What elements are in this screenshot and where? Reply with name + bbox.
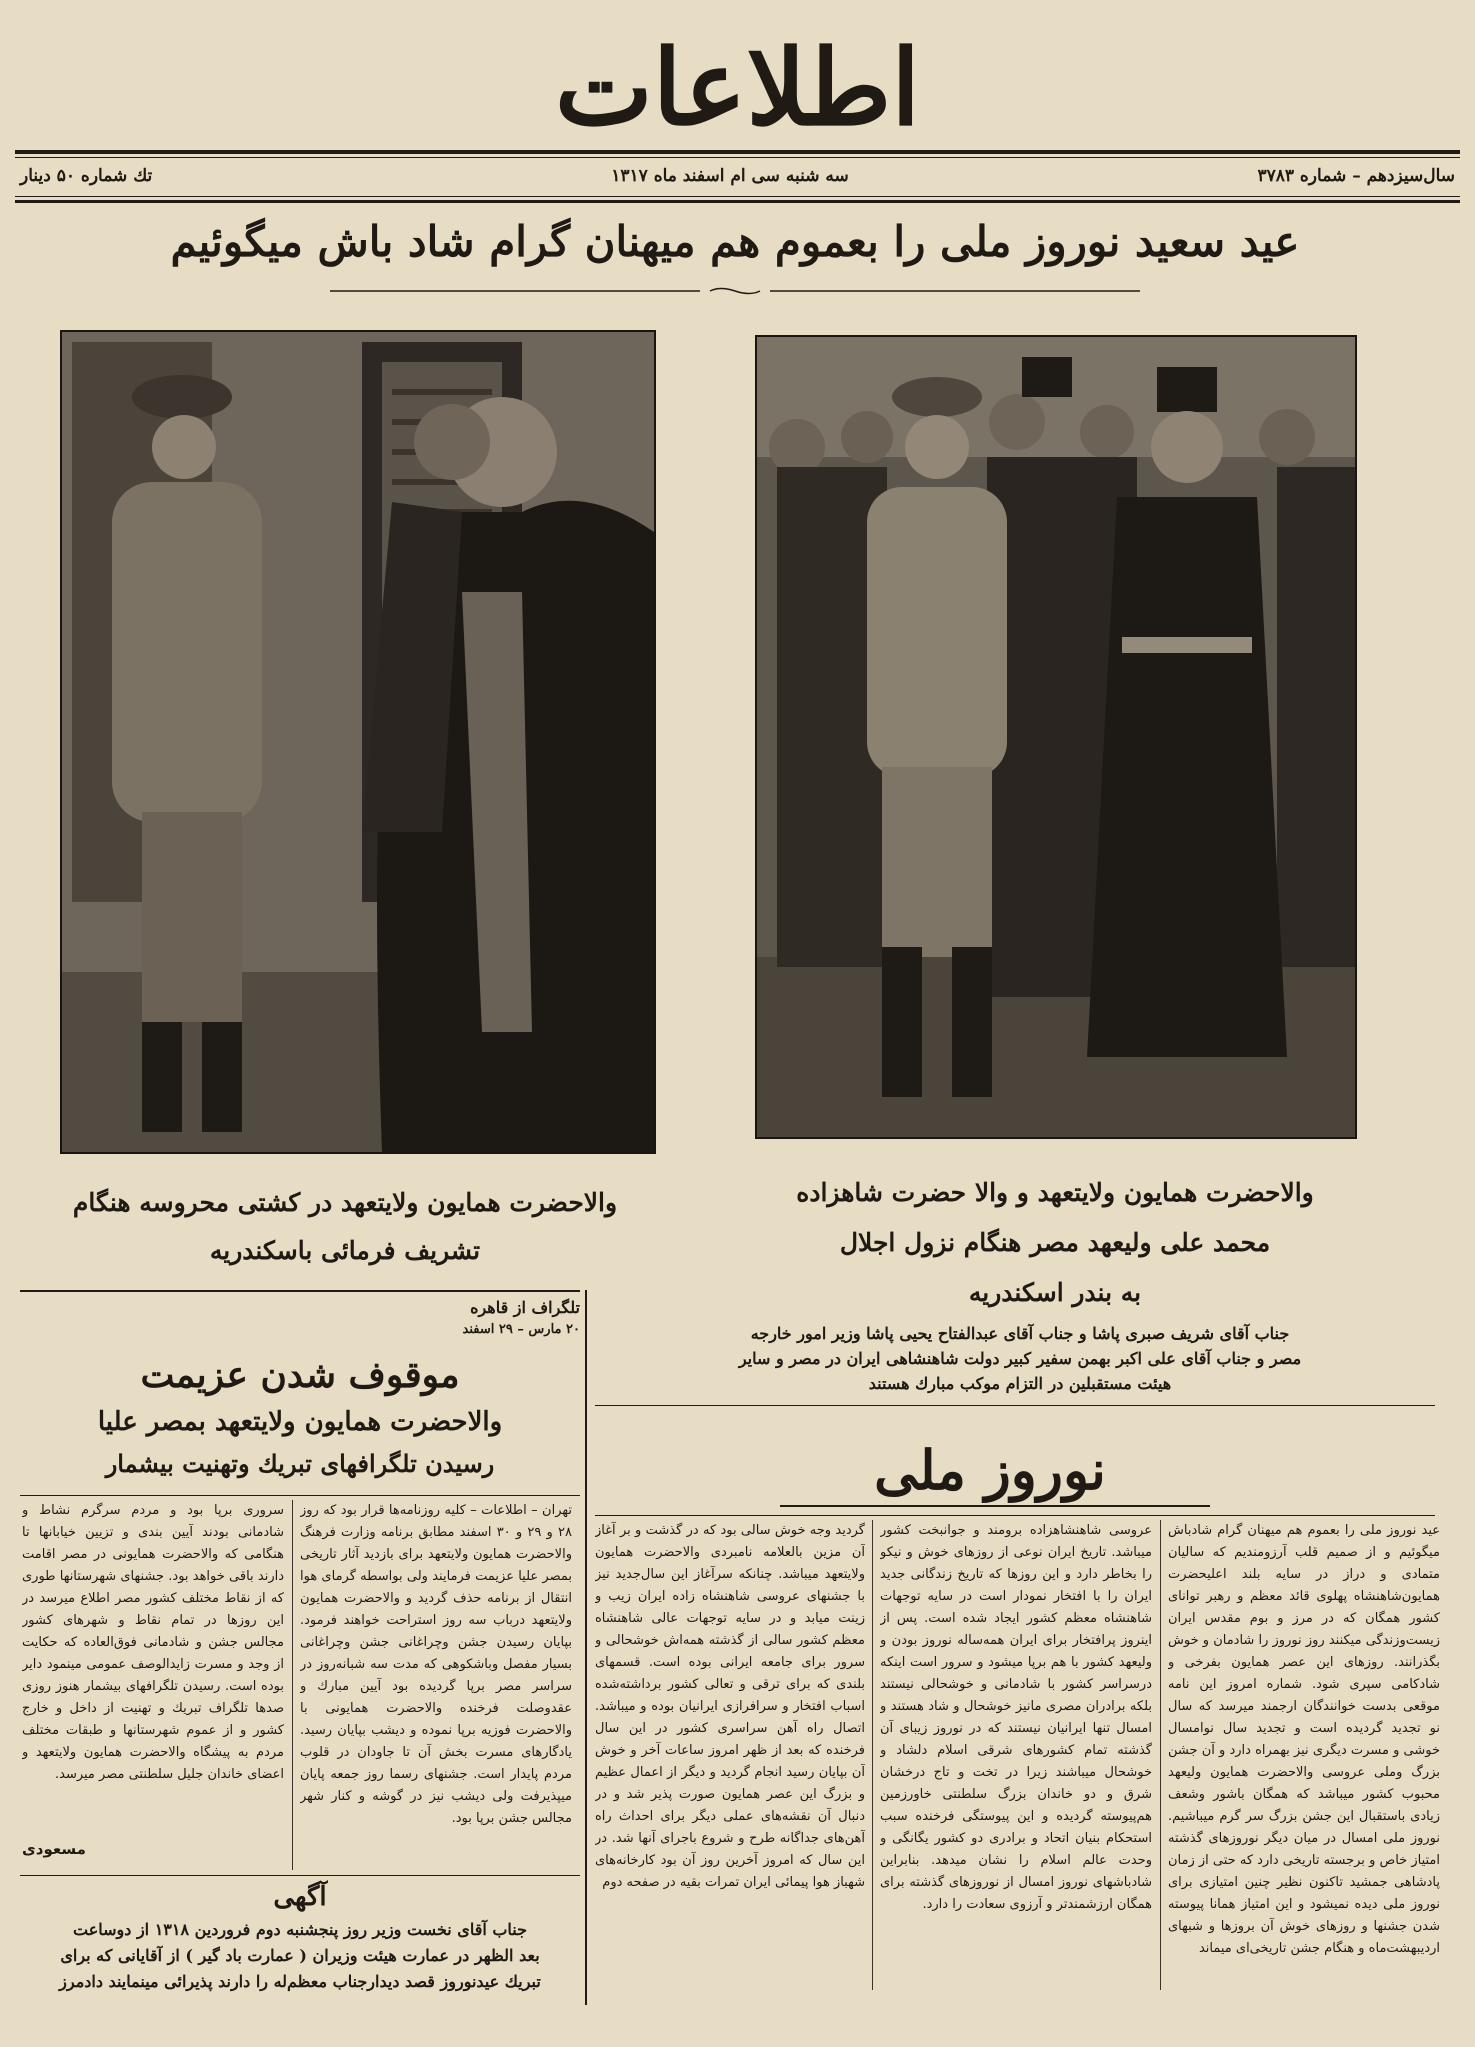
masthead-rule-thin: [15, 157, 1460, 158]
dateline-rule-thin: [15, 196, 1460, 197]
telegram-label: تلگراف از قاهره: [470, 1298, 580, 1317]
right-photo-caption-line-3: به بندر اسکندریه: [968, 1278, 1142, 1307]
telegram-subtitle-2: رسیدن تلگرافهای تبریك وتهنیت بیشمار: [105, 1449, 495, 1478]
notice-line-2: بعد الظهر در عمارت هیئت وزیران ( عمارت باد گیر ) از آقایانی که برای: [60, 1946, 540, 1965]
notice-line-1: جناب آقای نخست وزیر روز پنجشنبه دوم فروردین ۱۳۱۸ از دوساعت: [72, 1920, 528, 1939]
lower-left-rule-top: [20, 1290, 580, 1292]
issue-number: سال‌سیزدهم – شماره ۳۷۸۳: [1257, 166, 1455, 186]
right-photo-subcaption-line-3: هیئت مستقبلین در التزام موکب مبارك هستند: [868, 1374, 1172, 1393]
nowruz-title: نوروز ملی: [874, 1438, 1106, 1502]
headline-ornament: [330, 286, 1140, 296]
right-photo: [755, 335, 1357, 1139]
notice-line-3: تبریك عیدنوروز قصد دیدارجناب معظم‌له را دارند پذیرائی مینمایند دادمرز: [59, 1972, 541, 1991]
section-vertical-rule: [585, 1290, 587, 2005]
column-4: تهران – اطلاعات – کلیه روزنامه‌ها قرار بود که روز ۲۸ و ۲۹ و ۳۰ اسفند مطابق برنامه وزارت فرهنگ والاحضرت همایون ولایتعهد برای بازدید آثار تاریخی بمصر علیا عزیمت فرمایند ولی بواسطه گرمای هوا انتقال از برنامه حذف گردید و والاحضرت همایون ولایتعهد درباب سه روز استراحت خواهند فرمود. بپایان رسیدن جشن وچراغانی جشن وچراغانی بسیار مفصل وباشکوهی که مدت سه شبانه‌روز در سراسر مصر برپا گردیده بود آیین مبارك و عقدوصلت فرخنده والاحضرت همایونی با والاحضرت فوزیه برپا نموده و دیشب بپایان رسید. یادگارهای مسرت بخش آن تا جاودان در قلوب مردم پایدار است. جشنهای رسما روز جمعه پایان میپذیرفت ولی دیشب نیز در گوشه و کنار شهر مجالس جشن برپا بود.: [300, 1503, 572, 1826]
signature: مسعودی: [22, 1840, 86, 1858]
column-rule-1-2: [1160, 1520, 1161, 1990]
right-photo-subcaption-line-1: جناب آقای شریف صبری پاشا و جناب آقای عبدالفتاح یحیی پاشا وزیر امور خارجه: [750, 1324, 1290, 1343]
masthead-title: اطلاعات: [554, 26, 921, 149]
column-2: عروسی شاهنشاهزاده برومند و جوانبخت کشور میباشد. تاریخ ایران نوعی از روزهای خوش و نیکو را بخاطر دارد و این روزها که تاریخ زندگانی جدید ایران را با افتخار نمودار است در سایه توجهات شاهنشاه معظم کشور ایجاد شده است. پس از اینروز پرافتخار برای ایران همه‌ساله نوروز بودن و ولیعهد کشور با هم برپا میشود و سرور است اینکه درسراسر کشور با شادمانی و خوشحالی نیستند بلکه برادران مصری مانیز خوشحال و شاد هستند و امسال تنها ایرانیان نیستند که در نوروز زیبای آن گذشته تمام کشورهای شرقی اسلام دلشاد و خوشحال میباشند زیرا در تخت و تاج درخشان شرق و دو خاندان بزرگ سلطنتی خاورزمین هم‌پیوسته گردیده و این پیوستگی فرخنده سبب استحکام بنیان اتحاد و برادری دو کشور یگانگی و وحدت عالم اسلام را نشان میدهد. بنابراین شادباشهای نوروز امسال از نوروزهای گذشته برای همگان ارزشمندتر و آرزوی سعادت را دارد.: [880, 1523, 1152, 1912]
right-photo-subcaption-line-2: مصر و جناب آقای علی اکبر بهمن سفیر کبیر دولت شاهنشاهی ایران در مصر و سایر: [738, 1349, 1302, 1368]
left-photo: [60, 330, 656, 1154]
telegram-date: ۲۰ مارس – ۲۹ اسفند: [462, 1322, 580, 1337]
column-1: عید نوروز ملی را بعموم هم میهنان گرام شادباش میگوئیم و از صمیم قلب آرزومندیم که سالیان متمادی و دراز در سایه بلند اعلیحضرت همایون‌شاهنشاه پهلوی قائد معظم و رهبر توانای کشور همگان که در مرز و بوم مقدس ایران زیست‌وزندگی میکنند روز نوروز را شادمان و خوش بگذرانند. روزهای این عصر همایون بفرخی و شادکامی سپری شود. شماره امروز این نامه موقعی بدست خوانندگان ارجمند میرسد که سال نو تجدید گردیده است و تجدید سال نوامسال خوشی و مسرت دیگری نیز بهمراه دارد و آن جشن بزرگ وملی عروسی والاحضرت همایون ولیعهد محبوب کشور میباشد که همگان باشور وشعف زیادی باستقبال این جشن بزرگ سر گرم میباشیم. نوروز ملی امسال در میان دیگر نوروزهای گذشته امتیاز خاص و برجسته تاریخی دارد که حتی از زمان پادشاهی جمشید تاکنون نظیر چنین امتیازی برای نوروز ملی دیده نمیشود و این امتیاز همانا پیوسته شدن جشنها و روزهای خوش آن بروزها و شبهای اردیبهشت‌ماه و هنگام جشن تاریخی‌ای میماند: [1168, 1523, 1440, 1956]
column-rule-4-5: [292, 1500, 293, 1870]
main-headline: عید سعید نوروز ملی را بعموم هم میهنان گرام شاد باش میگوئیم: [170, 217, 1300, 266]
nowruz-rule-bottom: [595, 1515, 1435, 1516]
nowruz-title-underline: [780, 1505, 1210, 1507]
issue-date: سه شنبه سی ام اسفند ماه ۱۳۱۷: [611, 166, 849, 186]
issue-price: تك شماره ۵۰ دینار: [20, 166, 153, 186]
right-photo-caption-line-1: والاحضرت همایون ولایتعهد و والا حضرت شاهزاده: [796, 1178, 1314, 1207]
right-photo-caption-line-2: محمد علی ولیعهد مصر هنگام نزول اجلال: [839, 1228, 1271, 1257]
dateline-rule-thick: [15, 200, 1460, 203]
telegram-title: موقوف شدن عزیمت: [140, 1354, 460, 1396]
nowruz-rule-top: [595, 1405, 1435, 1406]
left-photo-caption-line-2: تشریف فرمائی باسکندریه: [209, 1236, 481, 1265]
telegram-subtitle: والاحضرت همایون ولایتعهد بمصر علیا: [97, 1407, 503, 1437]
notice-label: آگهی: [273, 1882, 327, 1912]
notice-rule: [20, 1875, 580, 1876]
column-5: سروری برپا بود و مردم سرگرم نشاط و شادمانی بودند آیین بندی و تزیین خیابانها تا هنگامی که والاحضرت همایونی در مصر اقامت دارند باقی خواهد بود. جشنهای شهرستانها طوری که از نقاط مختلف کشور مصر اطلاع میرسد در این روزها در تمام نقاط و شهرهای کشور مجالس جشن و شادمانی فوق‌العاده که حکایت از وجد و مسرت زایدالوصف عمومی مینمود دایر بوده است. رسیدن تلگرافهای بیشمار هنوز روزی صدها تلگراف تبریك و تهنیت از داخل و خارج کشور و از عموم شهرستانها و طبقات مختلف مردم به پیشگاه والاحضرت همایون ولایتعهد و اعضای خاندان جلیل سلطنتی مصر میرسد.: [22, 1503, 284, 1782]
column-3: گردید وجه خوش سالی بود که در گذشت و بر آغاز آن مزین بالعلامه نامبردی والاحضرت همایون ولایتعهد میباشد. چنانکه سرآغاز این سال‌جدید نیز با جشنهای عروسی شاهنشاه زاده ایران زیب و زینت میابد و در سایه توجهات عالی شاهنشاه معظم کشور سالی از گذشته همه‌اش خوشحالی و سرور برای جامعه ایرانی بوده است. قسمهای بلندی که برای ترقی و تعالی کشور برداشته‌شده اسباب افتخار و سرافرازی ایرانیان بوده و میباشد. اتصال راه آهن سراسری کشور در این سال فرخنده که بعد از ظهر امروز ساعات آخر و خوش آن بپایان رسید انجام گردید و دیگر از اعمال عظیم و بزرگ این عصر همایون صورت پذیر شد و در دنبال آن نقشه‌های عملی دیگر برای احداث راه آهن‌های جداگانه طرح و شروع باجرای آنها شد. در این سال که امروز آخرین روز آن بود کارخانه‌های شهباز هوا پیمائی ایران تمرات بقیه در صفحه دوم: [595, 1523, 865, 1890]
left-photo-caption-line-1: والاحضرت همایون ولایتعهد در کشتی محروسه هنگام: [72, 1188, 618, 1217]
column-rule-2-3: [872, 1520, 873, 1990]
telegram-rule: [20, 1495, 580, 1496]
masthead-rule-top: [15, 150, 1460, 154]
